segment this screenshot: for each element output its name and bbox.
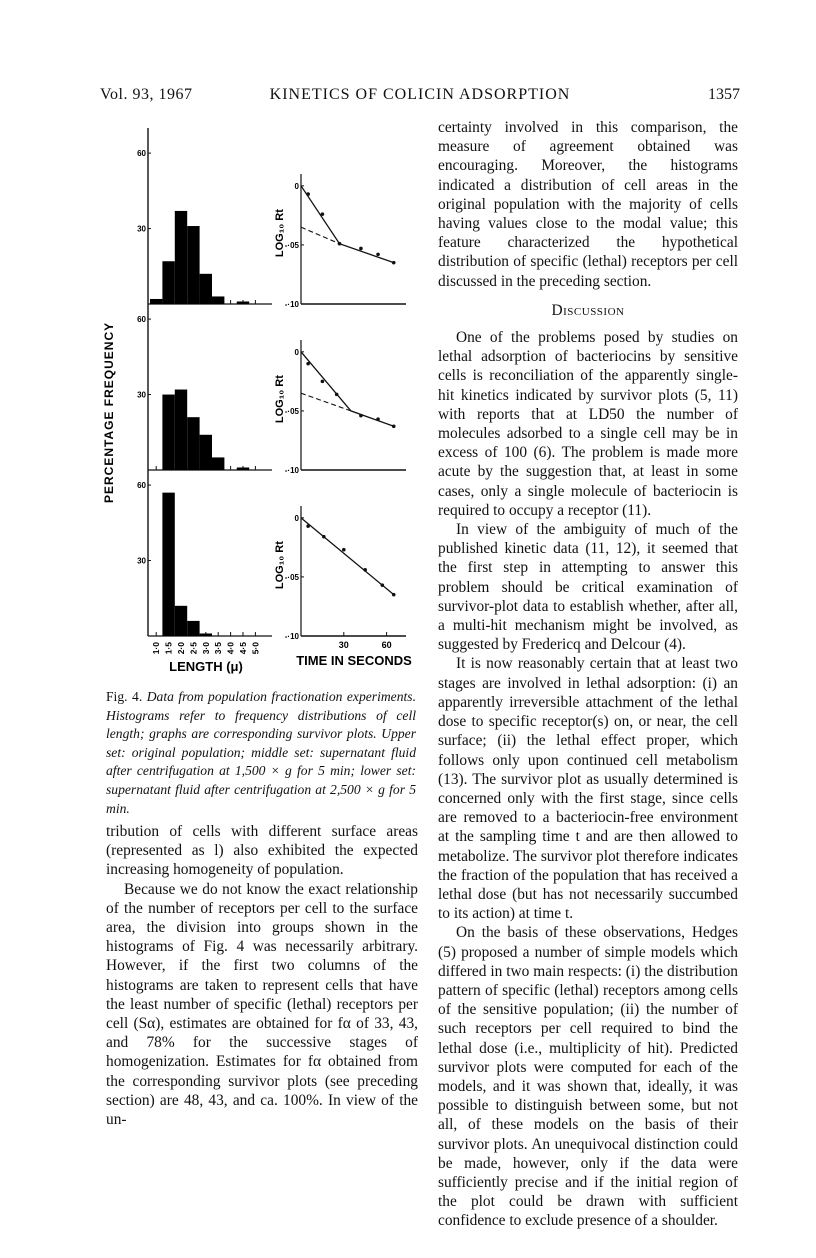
- running-header: [100, 86, 740, 110]
- frequency-tick-label: 30: [137, 224, 146, 234]
- survivor-point-upper: [392, 261, 396, 265]
- log-tick-label: -·10: [284, 632, 299, 641]
- histogram-bar-middle: [162, 395, 174, 470]
- caption-label: Fig. 4.: [106, 689, 143, 704]
- time-tick-label: 60: [381, 640, 392, 650]
- histogram-bar-upper: [237, 301, 249, 304]
- length-tick-label: 2·5: [188, 642, 199, 655]
- log-tick-label: 0: [294, 347, 299, 357]
- figure-4-svg: [96, 118, 426, 678]
- histogram-bar-upper: [162, 261, 174, 304]
- histogram-bar-middle: [175, 390, 187, 470]
- caption-text: Data from population fractionation experiments. Histograms refer to frequency distributions of cell length; graphs are corresponding survivor plots. Upper set: original population; middle set: supernatant fluid after centrifugation at 1,500 × g for 5 min; lower set: supernatant fluid after centrifugation at 2,500 × g for 5 min.: [106, 689, 416, 816]
- survivor-point-lower: [342, 548, 346, 552]
- log-tick-label: -·05: [284, 406, 299, 416]
- length-tick-label: 4·0: [225, 642, 236, 655]
- histogram-bar-lower: [200, 633, 212, 636]
- survivor-y-label-upper: LOG₁₀ Rt: [274, 209, 286, 258]
- right-paragraph-3: It is now reasonably certain that at least two stages are involved in lethal adsorption: (i) an apparently irreversible attachment of the lethal dose to specific receptor(s) on, or near, the cell surface; (ii) the lethal effect proper, which follows only upon continued cell metabolism (13). The survivor plot as usually determined is concerned only with the first stage, since cells are removed to a bacteriocin-free environment at the sampling time t and are then allowed to metabolize. The survivor plot therefore indicates the fraction of the population that has received a lethal dose (but has not necessarily succumbed to its action) at time t.: [438, 655, 738, 923]
- histogram-bar-middle: [200, 435, 212, 470]
- log-tick-label: -·10: [284, 466, 299, 475]
- histogram-bar-upper: [200, 274, 212, 304]
- frequency-axis-label: PERCENTAGE FREQUENCY: [102, 321, 116, 503]
- survivor-point-lower: [363, 568, 367, 572]
- figure-4: [96, 118, 426, 678]
- length-tick-label: 3·5: [213, 642, 224, 655]
- right-paragraph-continued: certainty involved in this comparison, the measure of agreement obtained was encouraging. Moreover, the histograms indicated a distribution of cell areas in the original population with the majority of cells having values close to the modal value; this feature characterized the hypothetical distribution of specific (lethal) receptors per cell discussed in the preceding section.: [438, 119, 738, 290]
- survivor-point-upper: [359, 247, 363, 251]
- histogram-bar-lower: [175, 606, 187, 636]
- frequency-tick-label: 60: [137, 315, 146, 325]
- log-tick-label: -·05: [284, 240, 299, 250]
- survivor-point-middle: [321, 380, 325, 384]
- length-tick-label: 1·0: [151, 642, 162, 655]
- histogram-bar-upper: [150, 299, 162, 304]
- histogram-bar-middle: [237, 467, 249, 470]
- time-axis-label: TIME IN SECONDS: [296, 653, 412, 668]
- frequency-tick-label: 30: [137, 556, 146, 566]
- histogram-bar-lower: [187, 621, 199, 636]
- right-paragraph-2: In view of the ambiguity of much of the published kinetic data (11, 12), it seemed that the first step in attempting to answer this problem should be critical examination of survivor-plot data to establish whether, after all, a multi-hit mechanism might be involved, as suggested by Fredericq and Delcour (4).: [438, 521, 738, 654]
- survivor-y-label-lower: LOG₁₀ Rt: [274, 541, 286, 590]
- length-tick-label: 1·5: [163, 642, 174, 655]
- survivor-point-middle: [306, 362, 310, 366]
- histogram-bar-middle: [187, 417, 199, 470]
- survivor-point-upper: [306, 192, 310, 196]
- survivor-point-upper: [338, 242, 342, 246]
- log-tick-label: -·05: [284, 572, 299, 582]
- right-paragraph-1: One of the problems posed by studies on lethal adsorption of bacteriocins by sensitive cells is reconciliation of the apparently single-hit kinetics indicated by survivor plots (5, 11) with reports that at LD50 the number of molecules adsorbed to a single cell may be in excess of 100 (6). The problem is made more acute by the suggestion that, at least in some cases, only a single molecule of bacteriocin is required to occupy a receptor (11).: [438, 329, 738, 519]
- section-heading-discussion: Discussion: [551, 301, 625, 319]
- length-axis-label: LENGTH (μ): [169, 659, 243, 674]
- length-tick-label: 5·0: [250, 642, 261, 655]
- histogram-bar-upper: [187, 226, 199, 304]
- survivor-fit-line-lower: [301, 518, 394, 595]
- histogram-bar-upper: [212, 296, 224, 304]
- log-tick-label: -·10: [284, 300, 299, 309]
- histogram-bar-lower: [162, 493, 174, 636]
- histogram-layer: [137, 128, 272, 654]
- length-tick-label: 3·0: [200, 642, 211, 655]
- frequency-tick-label: 60: [137, 481, 146, 491]
- length-tick-label: 4·5: [238, 642, 248, 655]
- left-paragraph-2: Because we do not know the exact relationship of the number of receptors per cell to the surface area, the division into groups shown in the histograms of Fig. 4 was necessarily arbitrary. However, if the first two columns of the histograms are taken to represent cells that have the least number of specific (lethal) receptors per cell (Sα), estimates are obtained for fα of 33, 43, and 78% for the successive stages of homogenization. Estimates for fα obtained from the corresponding survivor plots (see preceding section) are 48, 43, and ca. 100%. In view of the un-: [106, 880, 418, 1129]
- left-paragraph-1: tribution of cells with different surface areas (represented as l) also exhibited the expected increasing homogeneity of population.: [106, 823, 418, 879]
- survivor-point-lower: [381, 583, 385, 587]
- page-number: 1357: [708, 86, 740, 103]
- survivor-fit-line-upper: [301, 186, 394, 263]
- survivor-point-middle: [359, 414, 363, 418]
- running-title: KINETICS OF COLICIN ADSORPTION: [269, 86, 571, 103]
- histogram-bar-upper: [175, 211, 187, 304]
- length-tick-label: 2·0: [176, 642, 186, 655]
- survivor-point-lower: [322, 535, 326, 539]
- survivor-fit-line-middle: [301, 352, 394, 426]
- survivor-point-lower: [392, 593, 396, 597]
- survivor-plot-layer: [274, 174, 406, 650]
- left-column: [106, 822, 418, 1129]
- survivor-point-lower: [306, 524, 310, 528]
- journal-volume: Vol. 93, 1967: [100, 86, 193, 103]
- survivor-point-middle: [392, 424, 396, 428]
- figure-caption: [106, 688, 416, 818]
- histogram-bar-middle: [212, 457, 224, 470]
- survivor-point-middle: [335, 393, 339, 397]
- frequency-tick-label: 30: [137, 390, 146, 400]
- survivor-y-label-middle: LOG₁₀ Rt: [274, 375, 286, 424]
- right-column: [438, 118, 738, 1231]
- log-tick-label: 0: [294, 181, 299, 191]
- time-tick-label: 30: [338, 640, 349, 650]
- survivor-point-upper: [321, 212, 325, 216]
- survivor-point-middle: [376, 417, 380, 421]
- log-tick-label: 0: [294, 513, 299, 523]
- survivor-point-upper: [376, 253, 380, 257]
- right-paragraph-4: On the basis of these observations, Hedges (5) proposed a number of simple models which differed in two main respects: (i) the distribution pattern of specific (lethal) receptors among cells of the sensitive population; (ii) the number of such receptors per cell required to bind the lethal dose (i.e., multiplicity of hit). Predicted survivor plots were computed for each of the models, and it was shown that, ideally, it was possible to distinguish between some, but not all, of these models on the basis of their survivor plots. An unequivocal distinction could be made, however, only if the data were sufficiently precise and if the initial region of the plot could be drawn with sufficient confidence to exclude presence of a shoulder.: [438, 924, 738, 1230]
- frequency-tick-label: 60: [137, 149, 146, 159]
